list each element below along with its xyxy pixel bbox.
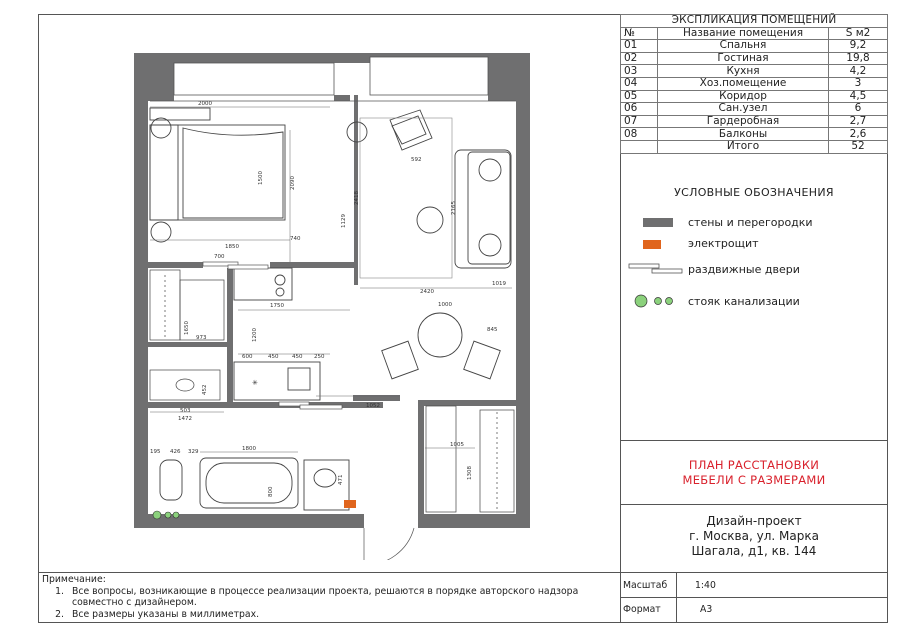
bed xyxy=(150,108,285,242)
dim-label: 1200 xyxy=(252,328,258,342)
sofa xyxy=(347,122,511,268)
dim-label: 471 xyxy=(338,474,344,485)
cell: Балконы xyxy=(658,128,829,141)
sewer-stack-icon xyxy=(633,293,683,309)
cell: Сан.узел xyxy=(658,103,829,116)
dim-label: 600 xyxy=(242,354,253,360)
dim-label: 1052 xyxy=(366,403,380,409)
dim-label: 2420 xyxy=(420,289,434,295)
cell: 06 xyxy=(621,103,658,116)
cell: Спальня xyxy=(658,40,829,53)
dim-label: 2165 xyxy=(451,201,457,215)
table-row xyxy=(621,40,888,53)
column-header: Название помещения xyxy=(658,27,829,40)
cell: 08 xyxy=(621,128,658,141)
note-number: 1. xyxy=(55,585,64,597)
project-line3: Шагала, д1, кв. 144 xyxy=(691,544,817,558)
balconies xyxy=(150,57,516,101)
dim-label: 452 xyxy=(202,384,208,395)
dim-label: 450 xyxy=(292,354,303,360)
divider xyxy=(620,440,888,441)
note-item xyxy=(42,609,578,621)
panel-swatch xyxy=(643,240,661,249)
wardrobe-right xyxy=(426,406,514,512)
project-line1: Дизайн-проект xyxy=(706,514,802,528)
table-row xyxy=(621,115,888,128)
dim-label: 329 xyxy=(188,449,199,455)
dim-label: 1500 xyxy=(258,171,264,185)
dim-label: 845 xyxy=(487,327,498,333)
walls-swatch xyxy=(643,218,673,227)
cell: 01 xyxy=(621,40,658,53)
cell: 2,6 xyxy=(829,128,888,141)
dim-label: 1005 xyxy=(450,442,464,448)
walls xyxy=(134,53,530,528)
note-item xyxy=(42,586,578,598)
divider xyxy=(676,572,677,623)
total-value: 52 xyxy=(829,140,888,153)
dim-label: 2000 xyxy=(198,101,212,107)
dim-label: 1129 xyxy=(341,214,347,228)
dim-label: 2418 xyxy=(354,191,360,205)
cell: 19,8 xyxy=(829,52,888,65)
note-text: Все размеры указаны в миллиметрах. xyxy=(72,608,260,620)
divider xyxy=(620,504,888,505)
entrance-door xyxy=(364,528,414,560)
note-item xyxy=(42,597,578,609)
dim-label: 800 xyxy=(268,486,274,497)
dim-label: 250 xyxy=(314,354,325,360)
dim-label: 740 xyxy=(290,236,301,242)
table-row xyxy=(621,128,888,141)
legend-title: УСЛОВНЫЕ ОБОЗНАЧЕНИЯ xyxy=(674,186,834,199)
cell: Коридор xyxy=(658,90,829,103)
cell: Кухня xyxy=(658,65,829,78)
legend-walls: стены и перегородки xyxy=(688,216,813,229)
armchair xyxy=(390,110,432,150)
table-row xyxy=(621,103,888,116)
table-row xyxy=(621,65,888,78)
divider xyxy=(38,572,888,573)
cell: 6 xyxy=(829,103,888,116)
column-header: S м2 xyxy=(829,27,888,40)
dim-label: 2090 xyxy=(290,176,296,190)
dim-label: 1472 xyxy=(178,416,192,422)
legend-sewer: стояк канализации xyxy=(688,295,800,308)
dim-label: 1750 xyxy=(270,303,284,309)
note-number: 2. xyxy=(55,608,64,620)
dim-label: 1019 xyxy=(492,281,506,287)
project-line2: г. Москва, ул. Марка xyxy=(689,529,819,543)
rooms-table-title: ЭКСПЛИКАЦИЯ ПОМЕЩЕНИЙ xyxy=(621,15,888,28)
kitchen xyxy=(234,268,320,400)
table-row xyxy=(621,90,888,103)
bathroom xyxy=(160,458,349,510)
cell: Гостиная xyxy=(658,52,829,65)
table-row xyxy=(621,77,888,90)
dim-label: 592 xyxy=(411,157,422,163)
legend-doors: раздвижные двери xyxy=(688,263,800,276)
scale-value: 1:40 xyxy=(695,580,716,591)
cell: 04 xyxy=(621,77,658,90)
dim-label: 426 xyxy=(170,449,181,455)
cell: 3 xyxy=(829,77,888,90)
dim-label: 1000 xyxy=(438,302,452,308)
format-value: А3 xyxy=(700,604,713,615)
dim-label: 1800 xyxy=(242,446,256,452)
cell xyxy=(621,140,658,153)
cell: 2,7 xyxy=(829,115,888,128)
cell: 07 xyxy=(621,115,658,128)
svg-text:✳: ✳ xyxy=(252,379,258,387)
scale-label: Масштаб xyxy=(623,580,668,591)
notes xyxy=(42,574,578,620)
sliding-door-icon xyxy=(628,262,684,276)
cell: Хоз.помещение xyxy=(658,77,829,90)
cell: 02 xyxy=(621,52,658,65)
total-label: Итого xyxy=(658,140,829,153)
plan-title-line1: ПЛАН РАССТАНОВКИ xyxy=(688,458,820,472)
rooms-table xyxy=(620,14,888,154)
cell: Гардеробная xyxy=(658,115,829,128)
cell: 9,2 xyxy=(829,40,888,53)
table-row xyxy=(621,52,888,65)
dining-set xyxy=(382,313,501,379)
note-text: совместно с дизайнером. xyxy=(72,597,197,608)
dim-label: 195 xyxy=(150,449,161,455)
divider xyxy=(620,597,888,598)
format-label: Формат xyxy=(623,604,661,615)
dim-label: 1850 xyxy=(225,244,239,250)
table-total-row xyxy=(621,140,888,153)
legend-panel: электрощит xyxy=(688,237,759,250)
column-header: № xyxy=(621,27,658,40)
notes-title: Примечание: xyxy=(42,574,106,585)
cell: 03 xyxy=(621,65,658,78)
electrical-panel xyxy=(344,500,356,508)
dim-label: 1308 xyxy=(467,466,473,480)
dim-label: 503 xyxy=(180,408,191,414)
dim-label: 700 xyxy=(214,254,225,260)
cell: 05 xyxy=(621,90,658,103)
note-number xyxy=(42,597,72,609)
cell: 4,5 xyxy=(829,90,888,103)
dim-label: 1650 xyxy=(184,321,190,335)
note-text: Все вопросы, возникающие в процессе реализации проекта, решаются в порядке авторского надзора xyxy=(72,585,579,597)
cell: 4,2 xyxy=(829,65,888,78)
plan-title-line2: МЕБЕЛИ С РАЗМЕРАМИ xyxy=(682,473,826,487)
dim-label: 973 xyxy=(196,335,207,341)
dim-label: 450 xyxy=(268,354,279,360)
